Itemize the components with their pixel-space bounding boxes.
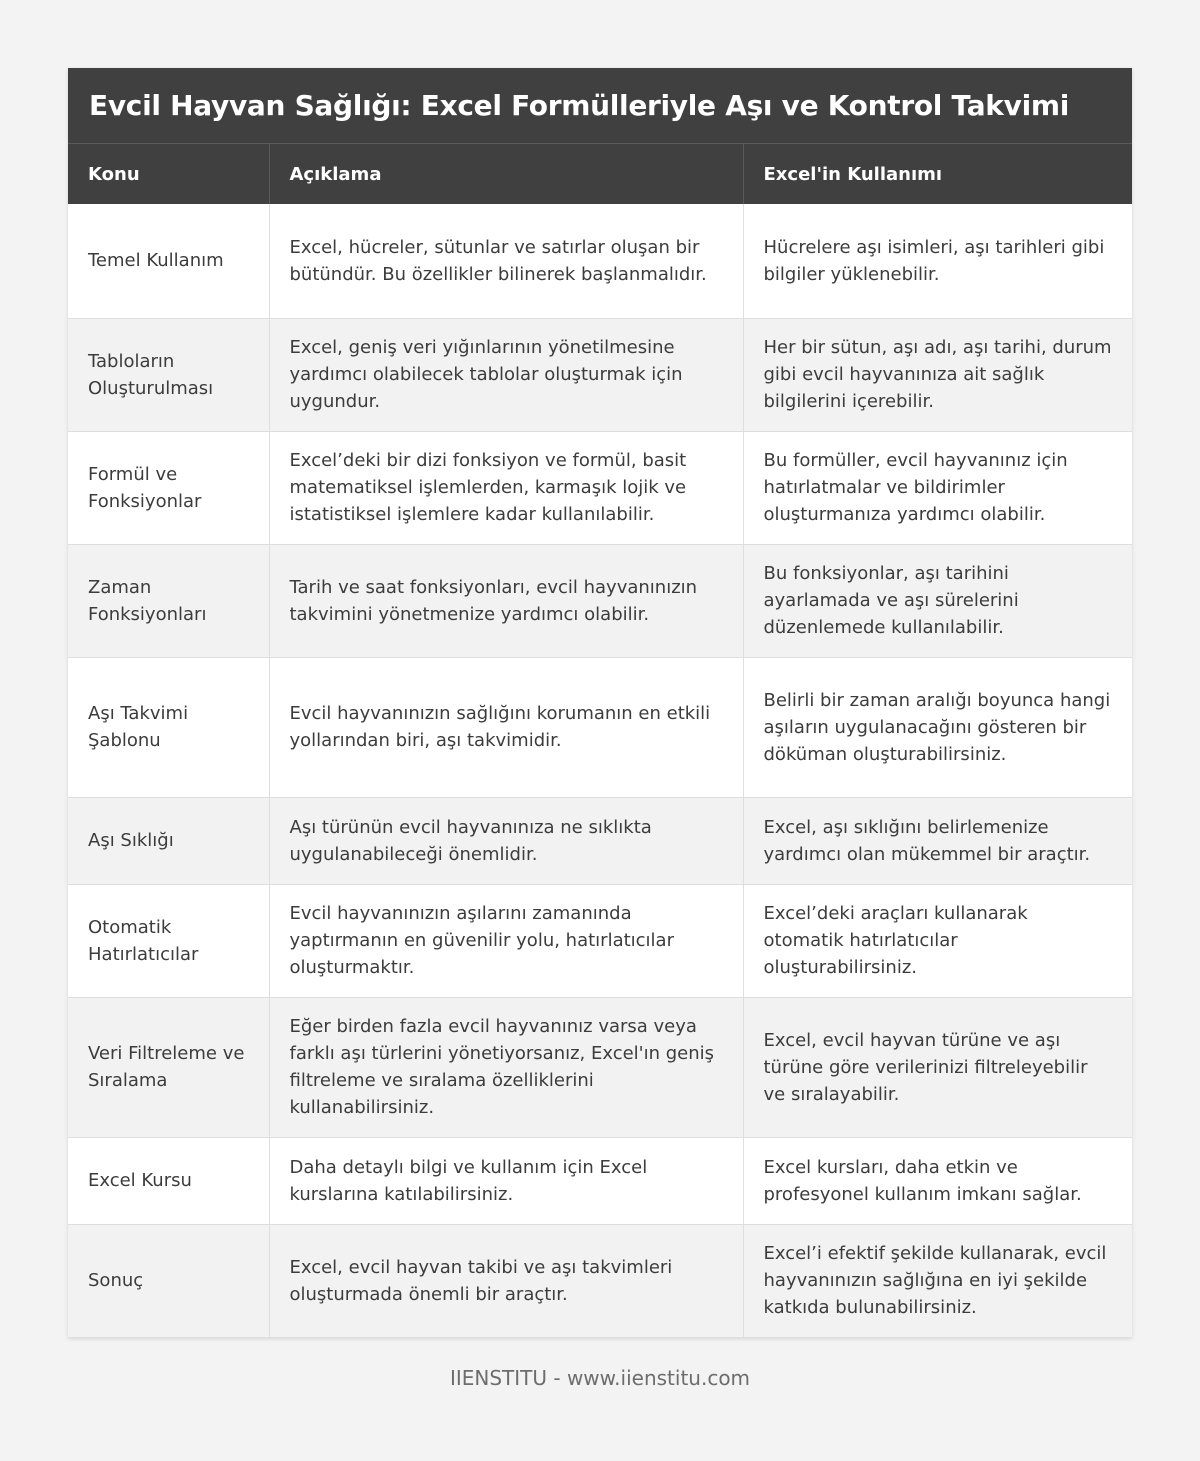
title-bar <box>68 68 1132 144</box>
header-row <box>68 144 1132 204</box>
data-table <box>68 144 1132 1338</box>
content-card <box>68 68 1132 1338</box>
cell-topic: Aşı Sıklığı <box>68 797 269 884</box>
cell-topic: Otomatik Hatırlatıcılar <box>68 884 269 997</box>
cell-description: Evcil hayvanınızın sağlığını korumanın en etkili yollarından biri, aşı takvimidir. <box>269 657 743 797</box>
cell-topic: Tabloların Oluşturulması <box>68 318 269 431</box>
cell-usage: Her bir sütun, aşı adı, aşı tarihi, durum gibi evcil hayvanınıza ait sağlık bilgilerini içerebilir. <box>743 318 1132 431</box>
table-row <box>68 544 1132 657</box>
cell-topic: Formül ve Fonksiyonlar <box>68 431 269 544</box>
cell-topic: Temel Kullanım <box>68 204 269 318</box>
cell-usage: Bu fonksiyonlar, aşı tarihini ayarlamada ve aşı sürelerini düzenlemede kullanılabilir. <box>743 544 1132 657</box>
cell-topic: Veri Filtreleme ve Sıralama <box>68 997 269 1137</box>
cell-description: Eğer birden fazla evcil hayvanınız varsa veya farklı aşı türlerini yönetiyorsanız, Excel'ın geniş filtreleme ve sıralama özelliklerini kullanabilirsiniz. <box>269 997 743 1137</box>
table-row <box>68 1137 1132 1224</box>
table-row <box>68 1224 1132 1337</box>
cell-description: Excel’deki bir dizi fonksiyon ve formül, basit matematiksel işlemlerden, karmaşık lojik ve istatistiksel işlemlere kadar kullanılabilir. <box>269 431 743 544</box>
table-row <box>68 884 1132 997</box>
cell-description: Aşı türünün evcil hayvanınıza ne sıklıkta uygulanabileceği önemlidir. <box>269 797 743 884</box>
cell-usage: Excel’deki araçları kullanarak otomatik hatırlatıcılar oluşturabilirsiniz. <box>743 884 1132 997</box>
cell-topic: Aşı Takvimi Şablonu <box>68 657 269 797</box>
column-header-description: Açıklama <box>269 144 743 204</box>
cell-usage: Belirli bir zaman aralığı boyunca hangi aşıların uygulanacağını gösteren bir döküman oluşturabilirsiniz. <box>743 657 1132 797</box>
cell-description: Excel, geniş veri yığınlarının yönetilmesine yardımcı olabilecek tablolar oluşturmak için uygundur. <box>269 318 743 431</box>
cell-description: Evcil hayvanınızın aşılarını zamanında yaptırmanın en güvenilir yolu, hatırlatıcılar oluşturmaktır. <box>269 884 743 997</box>
cell-description: Excel, evcil hayvan takibi ve aşı takvimleri oluşturmada önemli bir araçtır. <box>269 1224 743 1337</box>
table-row <box>68 431 1132 544</box>
cell-usage: Bu formüller, evcil hayvanınız için hatırlatmalar ve bildirimler oluşturmanıza yardımcı olabilir. <box>743 431 1132 544</box>
cell-usage: Hücrelere aşı isimleri, aşı tarihleri gibi bilgiler yüklenebilir. <box>743 204 1132 318</box>
table-body <box>68 204 1132 1337</box>
cell-description: Tarih ve saat fonksiyonları, evcil hayvanınızın takvimini yönetmenize yardımcı olabilir. <box>269 544 743 657</box>
column-header-topic: Konu <box>68 144 269 204</box>
footer-credit: IIENSTITU - www.iienstitu.com <box>449 1366 751 1390</box>
table-row <box>68 797 1132 884</box>
cell-topic: Excel Kursu <box>68 1137 269 1224</box>
table-header <box>68 144 1132 204</box>
cell-description: Daha detaylı bilgi ve kullanım için Excel kurslarına katılabilirsiniz. <box>269 1137 743 1224</box>
cell-topic: Sonuç <box>68 1224 269 1337</box>
table-row <box>68 657 1132 797</box>
cell-usage: Excel kursları, daha etkin ve profesyonel kullanım imkanı sağlar. <box>743 1137 1132 1224</box>
column-header-usage: Excel'in Kullanımı <box>743 144 1132 204</box>
cell-description: Excel, hücreler, sütunlar ve satırlar oluşan bir bütündür. Bu özellikler bilinerek başlanmalıdır. <box>269 204 743 318</box>
cell-usage: Excel, aşı sıklığını belirlemenize yardımcı olan mükemmel bir araçtır. <box>743 797 1132 884</box>
cell-topic: Zaman Fonksiyonları <box>68 544 269 657</box>
cell-usage: Excel, evcil hayvan türüne ve aşı türüne göre verilerinizi filtreleyebilir ve sıralayabilir. <box>743 997 1132 1137</box>
page-title: Evcil Hayvan Sağlığı: Excel Formülleriyle Aşı ve Kontrol Takvimi <box>89 89 1070 122</box>
table-row <box>68 204 1132 318</box>
table-row <box>68 997 1132 1137</box>
cell-usage: Excel’i efektif şekilde kullanarak, evcil hayvanınızın sağlığına en iyi şekilde katkıda bulunabilirsiniz. <box>743 1224 1132 1337</box>
table-row <box>68 318 1132 431</box>
